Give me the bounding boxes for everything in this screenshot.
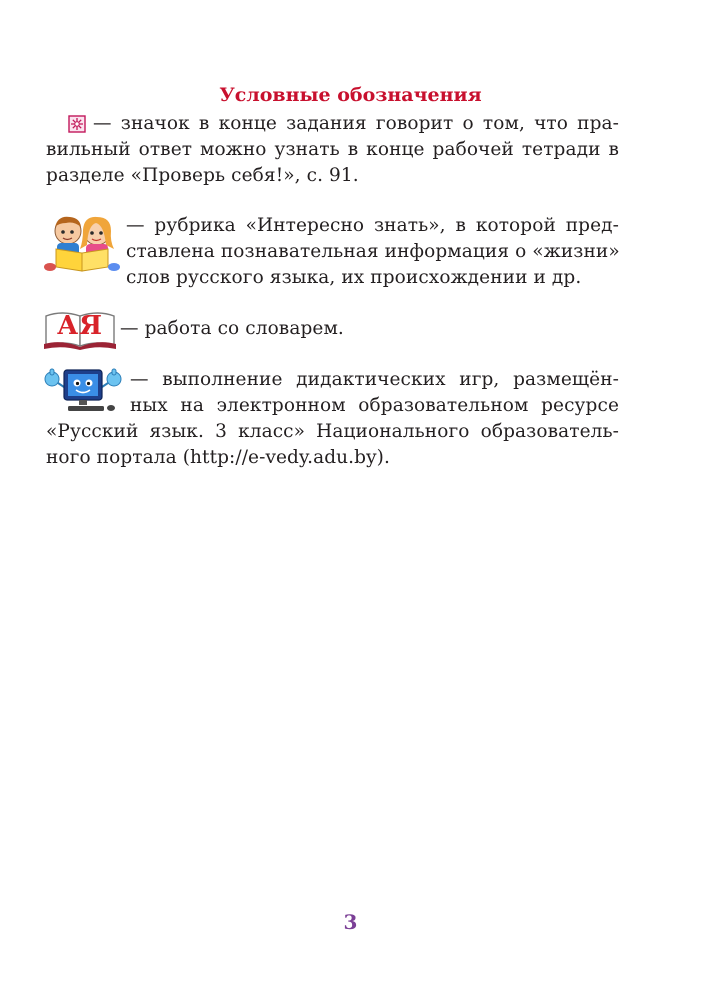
legend-4-line-2: ных на электронном образовательном ресурсе xyxy=(130,395,619,416)
legend-2-line-1: — рубрика «Интересно знать», в которой пред- xyxy=(126,215,619,236)
children-reading-icon xyxy=(44,211,120,273)
answer-check-icon xyxy=(68,115,86,133)
computer-icon xyxy=(44,365,122,413)
page-number: 3 xyxy=(343,910,358,934)
legend-1-line-2: вильный ответ можно узнать в конце рабочей тетради в xyxy=(46,139,619,160)
legend-1-line-3: разделе «Проверь себя!», с. 91. xyxy=(46,165,359,186)
page-title: Условные обозначения xyxy=(219,84,482,106)
legend-4-line-4: ного портала (http://e-vedy.adu.by). xyxy=(46,447,390,468)
legend-2-line-2: ставлена познавательная информация о «жизни» xyxy=(126,241,620,262)
dictionary-icon xyxy=(44,306,116,350)
legend-2-line-3: слов русского языка, их происхождении и др. xyxy=(126,267,582,288)
legend-3-line-1: — работа со словарем. xyxy=(120,318,344,339)
legend-4-line-1: — выполнение дидактических игр, размещён- xyxy=(130,369,619,390)
legend-4-line-3: «Русский язык. 3 класс» Национального образователь- xyxy=(46,421,619,442)
legend-1-line-1: — значок в конце задания говорит о том, что пра- xyxy=(93,113,619,134)
dictionary-icon-letters: АЯ xyxy=(56,311,104,341)
